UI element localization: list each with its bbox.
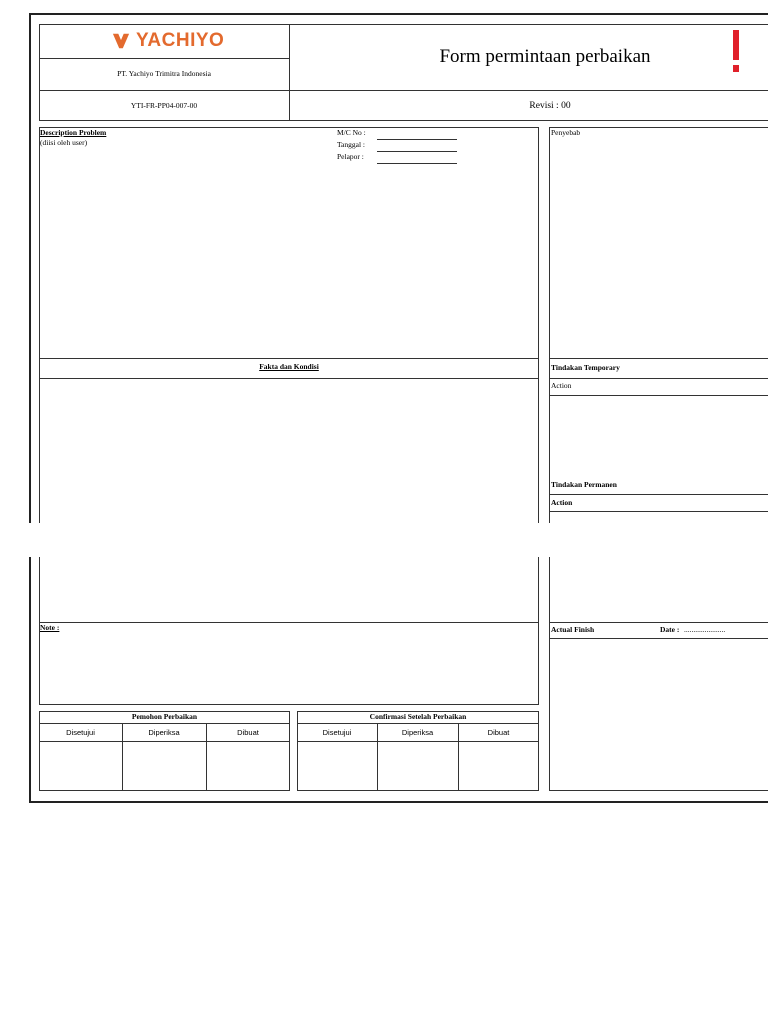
company-name: PT. Yachiyo Trimitra Indonesia [117, 69, 211, 78]
mc-no-label: M/C No : [337, 128, 366, 137]
description-heading: Description Problem [40, 128, 107, 137]
confirmasi-col-diperiksa: Diperiksa [401, 728, 434, 737]
page-break-gap [0, 523, 768, 557]
finish-bottom-divider [549, 638, 768, 639]
tanggal-label: Tanggal : [337, 140, 366, 149]
tindakan-permanen-heading: Tindakan Permanen [551, 480, 617, 489]
pemohon-title: Pemohon Perbaikan [131, 712, 198, 721]
confirmasi-title-divider [297, 723, 539, 724]
confirmasi-col-dibuat: Dibuat [487, 728, 510, 737]
note-heading: Note : [40, 623, 60, 632]
yachiyo-logo-icon [112, 32, 130, 50]
date-label: Date : [660, 625, 680, 634]
tanggal-field[interactable] [377, 151, 457, 152]
left-section-box [39, 127, 539, 705]
brand-name: YACHIYO [136, 30, 225, 51]
finish-top-divider [549, 622, 768, 623]
header-logo-divider [39, 58, 289, 59]
document-code: YTI-FR-PP04-007-00 [130, 101, 198, 110]
mc-no-field[interactable] [377, 139, 457, 140]
pelapor-label: Pelapor : [337, 152, 364, 161]
temporary-action-divider [549, 395, 768, 396]
pemohon-title-divider [39, 723, 290, 724]
actual-finish-label: Actual Finish [551, 625, 595, 634]
action-temporary-label: Action [551, 381, 572, 390]
fakta-heading: Fakta dan Kondisi [259, 362, 319, 371]
pemohon-col-disetujui: Disetujui [66, 728, 95, 737]
confirmasi-title: Confirmasi Setelah Perbaikan [369, 712, 467, 721]
date-field[interactable]: ...................... [684, 625, 726, 634]
note-divider [39, 622, 539, 623]
description-subheading: (diisi oleh user) [40, 138, 88, 147]
exclamation-icon [730, 28, 742, 74]
permanen-action-divider [549, 511, 768, 512]
revision-number: Revisi : 00 [529, 101, 571, 111]
pemohon-header-divider [39, 741, 290, 742]
confirmasi-header-divider [297, 741, 539, 742]
pemohon-col-diperiksa: Diperiksa [148, 728, 180, 737]
page-title: Form permintaan perbaikan [439, 46, 651, 67]
right-section-box [549, 127, 768, 791]
temporary-divider [549, 378, 768, 379]
confirmasi-col-disetujui: Disetujui [322, 728, 352, 737]
company-logo [112, 30, 224, 52]
pelapor-field[interactable] [377, 163, 457, 164]
penyebab-label: Penyebab [551, 128, 581, 137]
temporary-top-divider [549, 358, 768, 359]
tindakan-temporary-heading: Tindakan Temporary [551, 363, 620, 372]
fakta-bottom-divider [39, 378, 539, 379]
pemohon-col-dibuat: Dibuat [237, 728, 259, 737]
fakta-top-divider [39, 358, 539, 359]
action-permanen-label: Action [551, 498, 573, 507]
header-row-divider [39, 90, 768, 91]
header-divider [289, 24, 290, 121]
permanen-divider [549, 494, 768, 495]
